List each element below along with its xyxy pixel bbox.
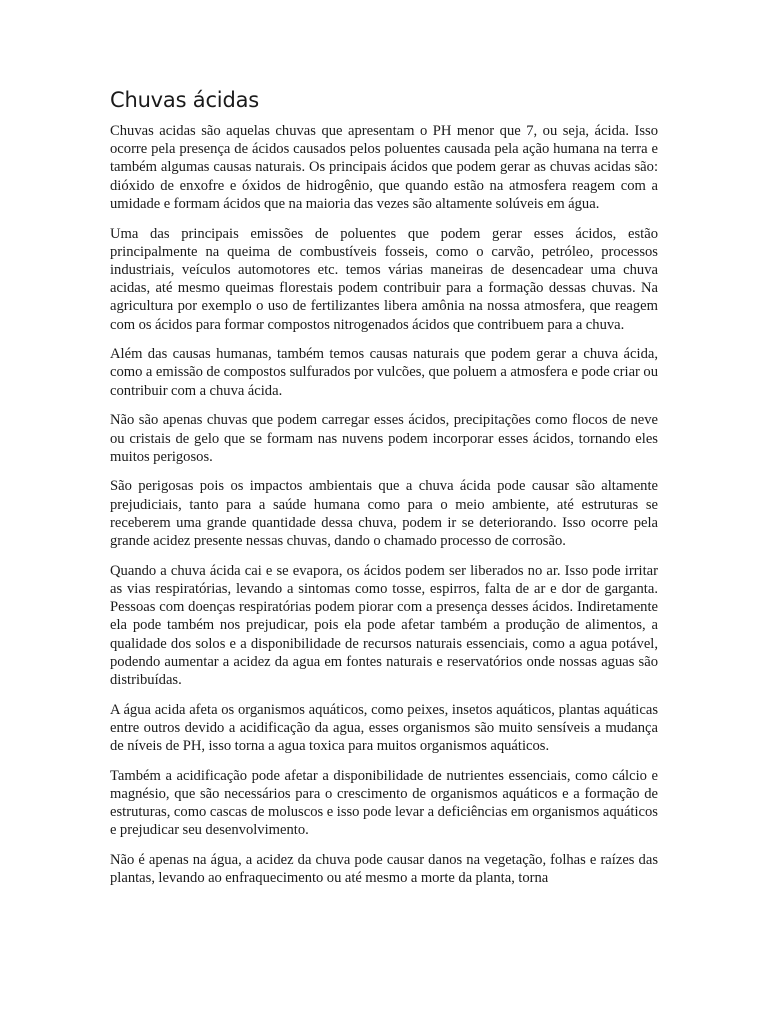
paragraph-2: Uma das principais emissões de poluentes que podem gerar esses ácidos, estão principalmente na queima de combustíveis fosseis, como o carvão, petróleo, processos industriais, veículos automotores etc. temos várias maneiras de desencadear uma chuva acidas, até mesmo queimas florestais podem contribuir para a formação dessas chuvas. Na agricultura por exemplo o uso de fertilizantes libera amônia na nossa atmosfera, que reagem com os ácidos para formar compostos nitrogenados ácidos que contribuem para a chuva.	[110, 225, 658, 333]
document-body	[110, 122, 658, 899]
paragraph-6: Quando a chuva ácida cai e se evapora, os ácidos podem ser liberados no ar. Isso pode irritar as vias respiratórias, levando a sintomas como tosse, espirros, falta de ar e dor de garganta. Pessoas com doenças respiratórias podem piorar com a presença desses ácidos. Indiretamente ela pode também nos prejudicar, pois ela pode afetar também a produção de alimentos, a qualidade dos solos e a disponibilidade de recursos naturais essenciais, como a agua potável, podendo aumentar a acidez da agua em fontes naturais e reservatórios onde nossas aguas são distribuídas.	[110, 562, 658, 688]
paragraph-7: A água acida afeta os organismos aquáticos, como peixes, insetos aquáticos, plantas aquáticas entre outros devido a acidificação da agua, esses organismos são muito sensíveis a mudança de níveis de PH, isso torna a agua toxica para muitos organismos aquáticos.	[110, 701, 658, 755]
paragraph-1: Chuvas acidas são aquelas chuvas que apresentam o PH menor que 7, ou seja, ácida. Isso ocorre pela presença de ácidos causados pelos poluentes causada pela ação humana na terra e também algumas causas naturais. Os principais ácidos que podem gerar as chuvas acidas são: dióxido de enxofre e óxidos de hidrogênio, que quando estão na atmosfera reagem com a umidade e formam ácidos que na maioria das vezes são altamente solúveis em água.	[110, 123, 658, 212]
document-title: Chuvas ácidas	[110, 88, 259, 112]
paragraph-3: Além das causas humanas, também temos causas naturais que podem gerar a chuva ácida, como a emissão de compostos sulfurados por vulcões, que poluem a atmosfera e pode criar ou contribuir com a chuva ácida.	[110, 346, 658, 399]
paragraph-8: Também a acidificação pode afetar a disponibilidade de nutrientes essenciais, como cálcio e magnésio, que são necessários para o crescimento de organismos aquáticos e a formação de estruturas, como cascas de moluscos e isso pode levar a deficiências em organismos aquáticos e prejudicar seu desenvolvimento.	[110, 767, 658, 839]
paragraph-5: São perigosas pois os impactos ambientais que a chuva ácida pode causar são altamente prejudiciais, tanto para a saúde humana como para o meio ambiente, até estruturas se receberem uma grande quantidade dessa chuva, podem ir se deteriorando. Isso ocorre pela grande acidez presente nessas chuvas, dando o chamado processo de corrosão.	[110, 478, 658, 550]
paragraph-4: Não são apenas chuvas que podem carregar esses ácidos, precipitações como flocos de neve ou cristais de gelo que se formam nas nuvens podem incorporar esses ácidos, tornando eles muitos perigosos.	[110, 412, 658, 465]
paragraph-9: Não é apenas na água, a acidez da chuva pode causar danos na vegetação, folhas e raízes das plantas, levando ao enfraquecimento ou até mesmo a morte da planta, torna	[110, 852, 658, 887]
